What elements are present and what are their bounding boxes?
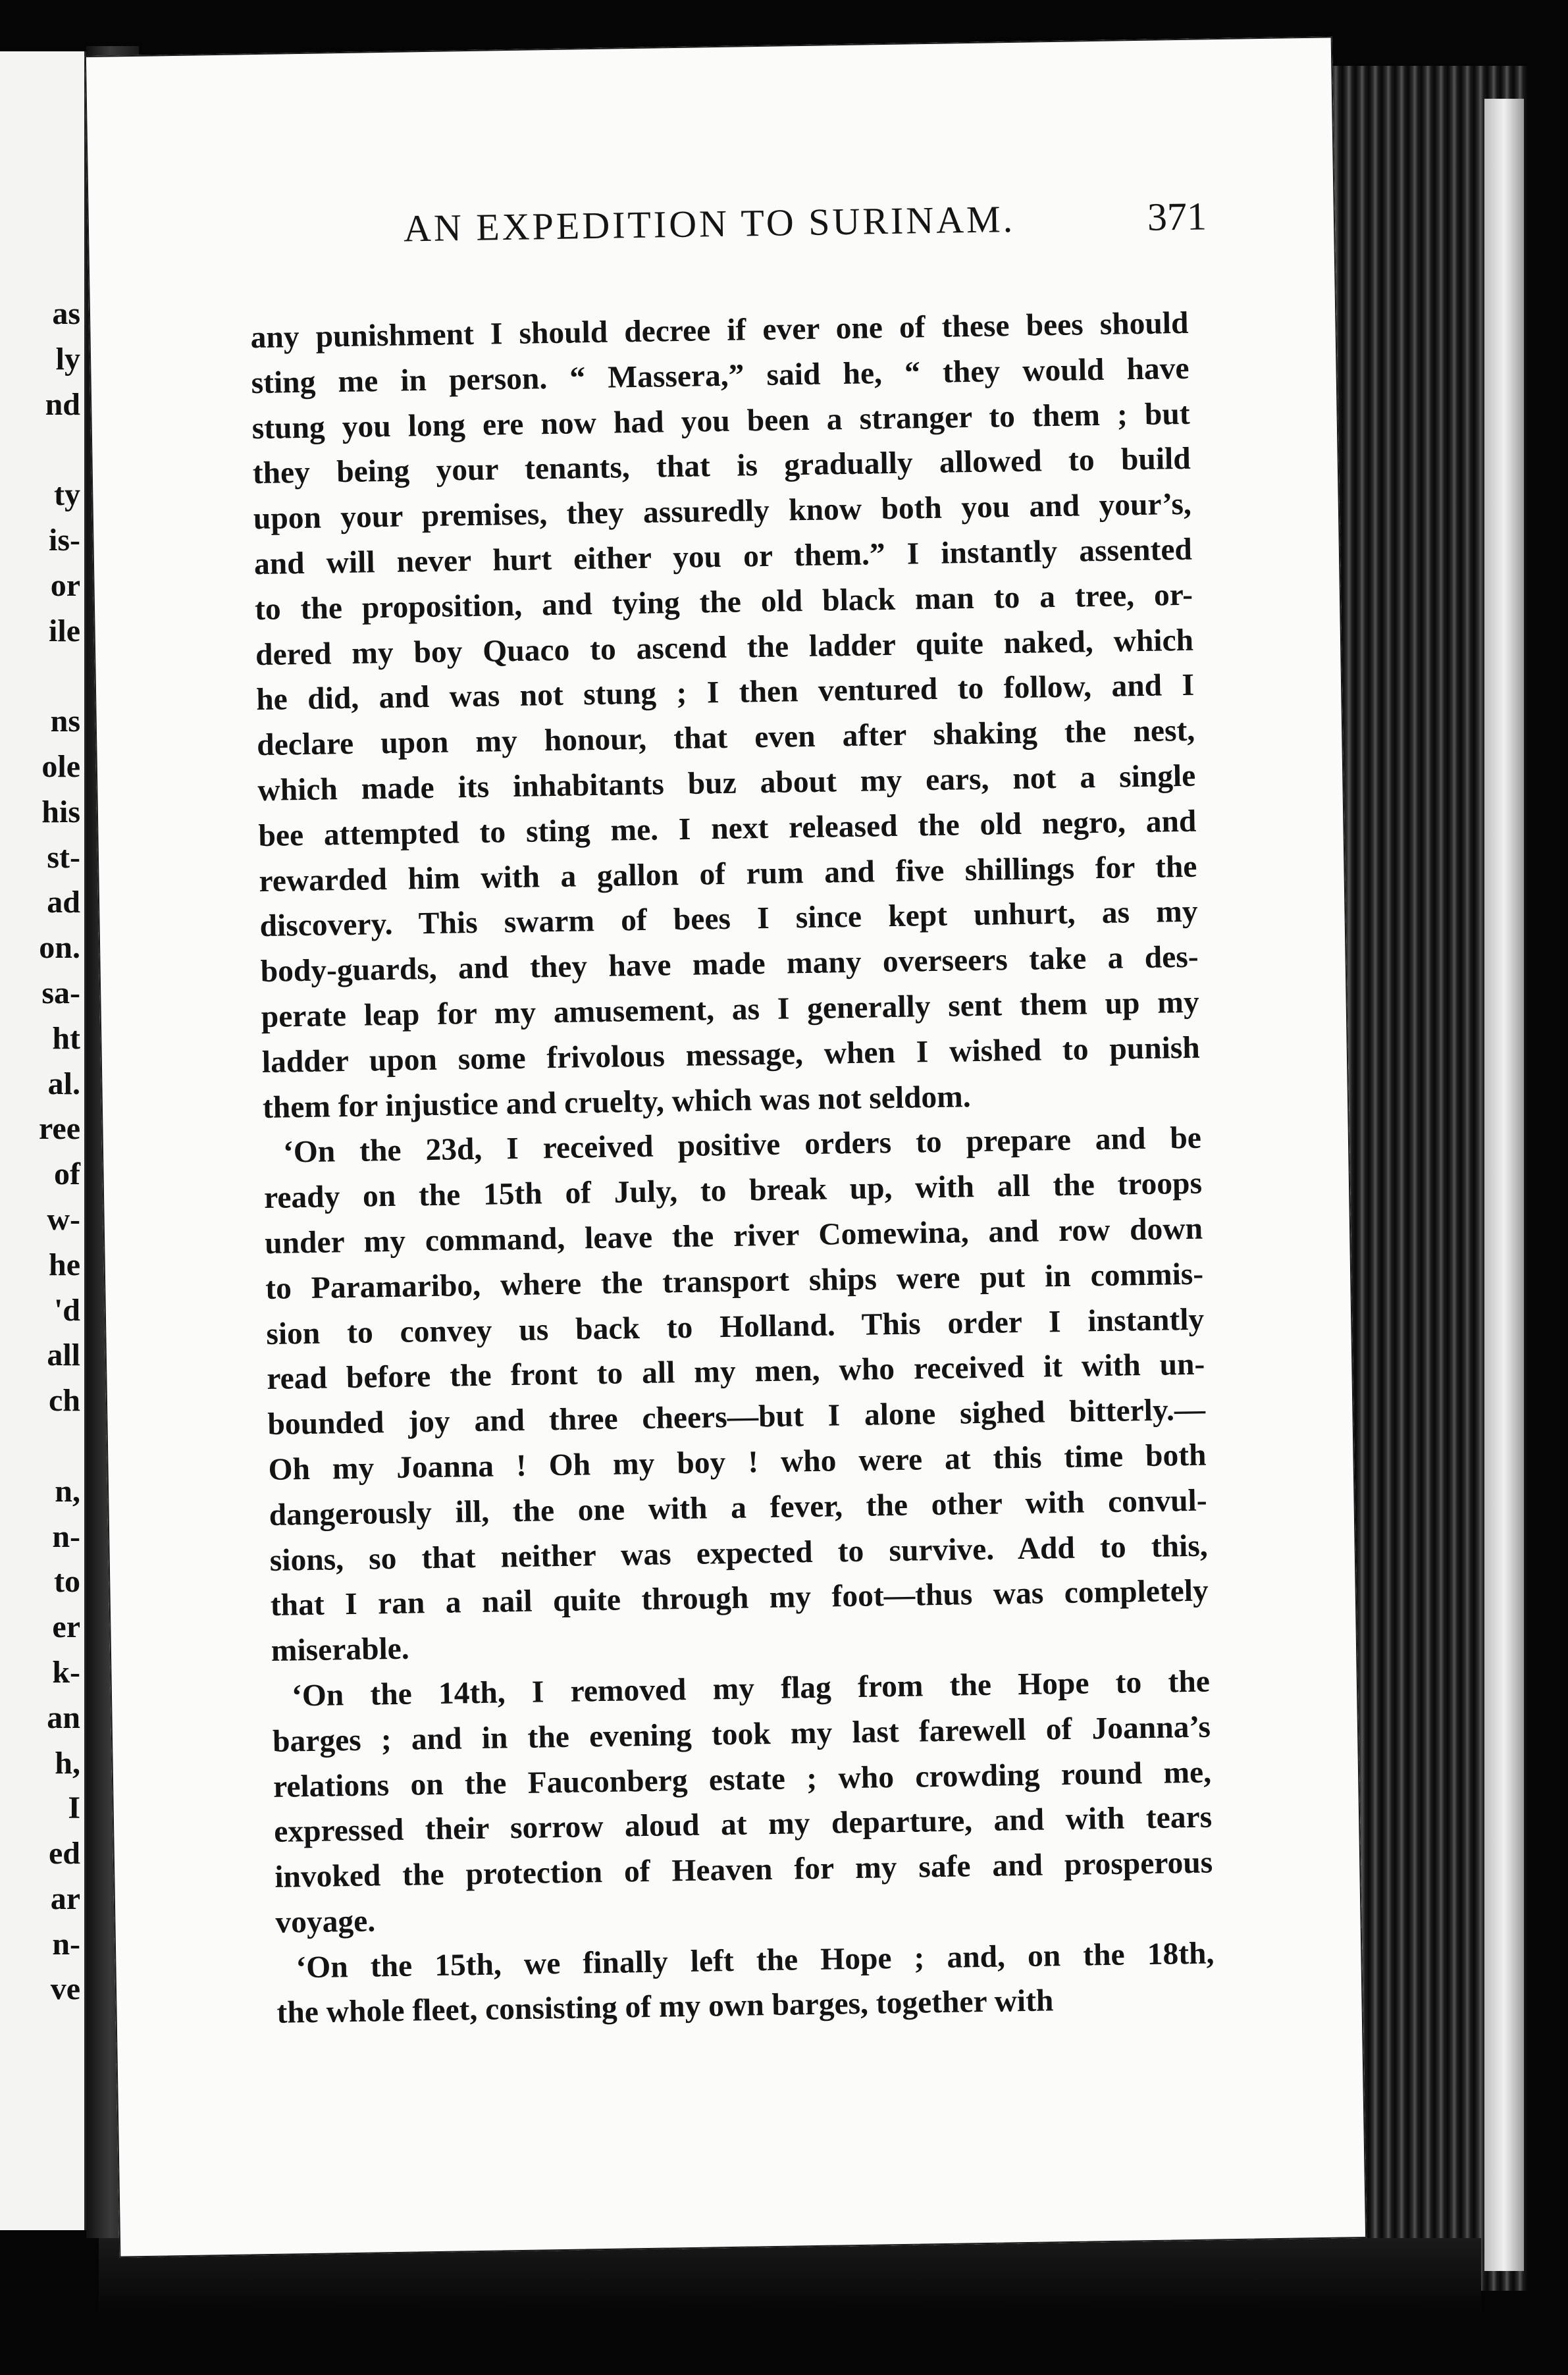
previous-page-fragment: er	[52, 1609, 80, 1645]
text-line: dangerously ill, the one with a fever, the other with convul-	[269, 1483, 1207, 1532]
previous-page-fragment: ns	[50, 704, 80, 739]
text-line: and will never hurt either you or them.” I instantly assented	[253, 532, 1193, 582]
text-line: stung you long ere now had you been a stranger to them ; but	[251, 396, 1190, 446]
text-line: ready on the 15th of July, to break up, with all the troops	[263, 1166, 1203, 1216]
previous-page-fragment: ty	[54, 477, 80, 513]
page-number: 371	[1147, 194, 1207, 239]
previous-page-fragment	[0, 654, 84, 699]
text-line: upon your premises, they assuredly know both you and your’s,	[253, 486, 1192, 536]
previous-page-edge	[0, 51, 86, 2230]
previous-page-fragment: n-	[52, 1926, 80, 1962]
text-line: Oh my Joanna ! Oh my boy ! who were at this time both	[268, 1438, 1207, 1487]
page-header	[298, 180, 1207, 267]
previous-page-fragment: h,	[55, 1745, 80, 1781]
previous-page-fragment	[0, 1424, 84, 1469]
page-edge-highlight	[1484, 99, 1524, 2271]
previous-page-fragment: ad	[47, 885, 80, 920]
previous-page-fragment: al.	[47, 1066, 80, 1101]
previous-page-fragment: ch	[49, 1383, 80, 1419]
previous-page-fragment: as	[52, 296, 80, 331]
previous-page-fragment: his	[41, 794, 80, 829]
text-line: that I ran a nail quite through my foot—thus was completely	[270, 1573, 1209, 1623]
text-line: ‘On the 23d, I received positive orders to prepare and be	[282, 1120, 1202, 1170]
text-line: ‘On the 15th, we finally left the Hope ; and, on the 18th,	[296, 1936, 1215, 1985]
previous-page-fragment: he	[49, 1247, 80, 1282]
text-line: he did, and was not stung ; I then ventured to follow, and I	[255, 668, 1195, 718]
previous-page-fragment: ve	[50, 1971, 80, 2007]
previous-page-fragment: sa-	[41, 975, 80, 1010]
previous-page-fragment: ree	[38, 1111, 80, 1147]
text-line: expressed their sorrow aloud at my departure, and with tears	[273, 1800, 1213, 1850]
text-line: to the proposition, and tying the old black man to a tree, or-	[254, 577, 1193, 627]
running-title: AN EXPEDITION TO SURINAM.	[403, 197, 1016, 250]
text-line: any punishment I should decree if ever one of these bees should	[250, 305, 1189, 355]
text-line: dered my boy Quaco to ascend the ladder quite naked, which	[255, 623, 1194, 672]
previous-page-fragment: all	[47, 1338, 80, 1373]
text-line: read before the front to all my men, who received it with un-	[267, 1347, 1205, 1397]
previous-page-fragment	[0, 427, 84, 473]
text-line: the whole fleet, consisting of my own barges, together with	[276, 1983, 1054, 2031]
text-line: sting me in person. “ Massera,” said he, “ they would have	[251, 351, 1189, 400]
text-line: discovery. This swarm of bees I since kept unhurt, as my	[259, 895, 1198, 944]
text-line: barges ; and in the evening took my last farewell of Joanna’s	[272, 1709, 1211, 1759]
previous-page-fragment: or	[50, 567, 80, 603]
previous-page-fragment: is-	[49, 522, 80, 558]
text-line: sion to convey us back to Holland. This order I instantly	[265, 1302, 1205, 1351]
text-line: which made its inhabitants buz about my ears, not a single	[257, 758, 1196, 808]
text-line: voyage.	[275, 1904, 376, 1940]
text-line: bee attempted to sting me. I next released the old negro, and	[258, 804, 1197, 853]
text-line: miserable.	[271, 1631, 410, 1669]
previous-page-line-fragments	[0, 292, 84, 2012]
previous-page-fragment: n-	[52, 1519, 80, 1554]
previous-page-fragment: nd	[45, 386, 80, 422]
previous-page-fragment: ly	[55, 341, 80, 377]
previous-page-fragment: 'd	[53, 1292, 80, 1328]
text-line: them for injustice and cruelty, which was not seldom.	[262, 1079, 972, 1125]
page-body-text	[250, 301, 1215, 2036]
text-line: they being your tenants, that is gradually allowed to build	[252, 442, 1191, 491]
text-line: under my command, leave the river Comewina, and row down	[264, 1211, 1203, 1261]
text-line: sions, so that neither was expected to survive. Add to this,	[269, 1528, 1209, 1578]
text-line: relations on the Fauconberg estate ; who crowding round me,	[273, 1755, 1212, 1804]
text-line: ladder upon some frivolous message, when I wished to punish	[261, 1030, 1201, 1080]
text-line: rewarded him with a gallon of rum and five shillings for the	[259, 849, 1197, 899]
book-page	[85, 36, 1367, 2257]
previous-page-fragment: n,	[55, 1473, 80, 1509]
text-line: invoked the protection of Heaven for my safe and prosperous	[274, 1845, 1213, 1894]
previous-page-fragment: I	[68, 1790, 80, 1826]
previous-page-fragment: ar	[50, 1881, 80, 1916]
text-line: ‘On the 14th, I removed my flag from the Hope to the	[291, 1664, 1211, 1713]
text-line: bounded joy and three cheers—but I alone sighed bitterly.—	[267, 1392, 1206, 1442]
previous-page-fragment: to	[54, 1564, 80, 1600]
previous-page-fragment: st-	[47, 839, 80, 875]
previous-page-fragment: k-	[52, 1654, 80, 1690]
previous-page-fragment: an	[47, 1700, 80, 1735]
previous-page-fragment: of	[54, 1157, 80, 1192]
previous-page-fragment: on.	[39, 930, 80, 966]
previous-page-fragment: ed	[49, 1836, 80, 1871]
text-line: declare upon my honour, that even after shaking the nest,	[256, 713, 1195, 763]
previous-page-fragment: ole	[41, 748, 80, 784]
text-line: body-guards, and they have made many overseers take a des-	[260, 939, 1199, 989]
previous-page-fragment: ile	[49, 613, 80, 648]
previous-page-fragment: ht	[52, 1020, 80, 1056]
text-line: to Paramaribo, where the transport ships were put in commis-	[265, 1257, 1204, 1306]
text-line: perate leap for my amusement, as I generally sent them up my	[261, 985, 1200, 1035]
previous-page-fragment: w-	[47, 1201, 80, 1237]
